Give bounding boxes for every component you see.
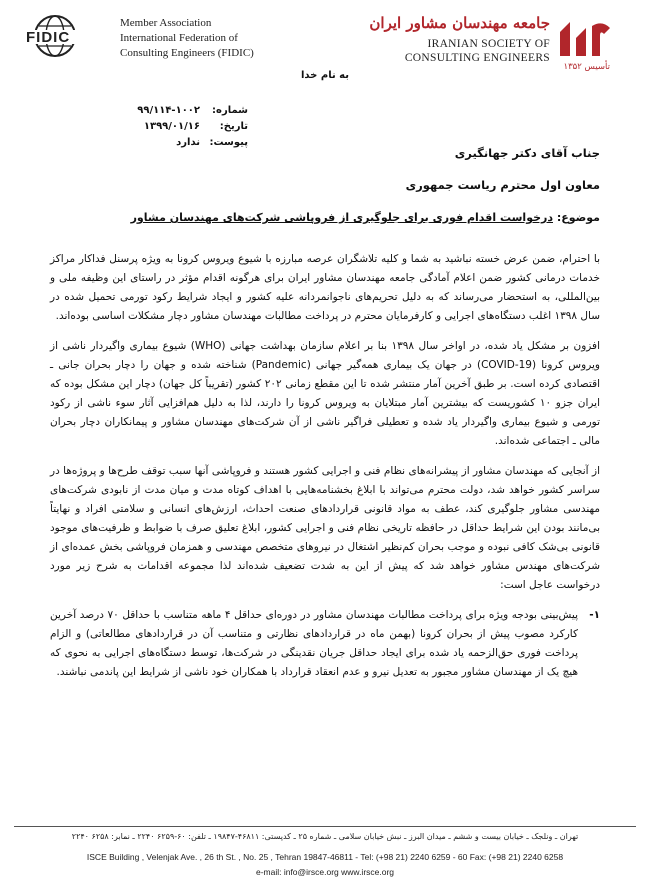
footer-contact-web: e-mail: info@irsce.org www.irsce.org: [255, 867, 395, 877]
letter-number-value: ۹۹/۱۱۴-۱۰۰۲: [137, 105, 200, 116]
letter-subject: [131, 211, 600, 224]
fidic-line-1: Member Association: [120, 17, 212, 29]
footer-address-english: ISCE Building , Velenjak Ave. , 26 th St. , No. 25 , Tehran 19847-46811 - Tel: (+98 21) 2240 6259 - 60 Fax: (+98 21) 2240 6258: [86, 852, 564, 862]
letter-number-row: [118, 103, 248, 119]
body-paragraph-2: افزون بر مشکل یاد شده، در اواخر سال ۱۳۹۸ بنا بر اعلام سازمان بهداشت جهانی (WHO) شیوع بیماری واگیردار ناشی از ویروس کرونا (COVID-19) در جهان یک بیماری همه‌گیر جهانی (Pandemic) شناخته شده و جهان را دچار بحران جانی ـ اقتصادی کرده است. بر طبق آخرین آمار منتشر شده تا این مقطع زمانی ۲۰۲ کشور (تقریباً کل جهان) دچار این مشکل بوده که ایران جزو ۱۰ کشوریست که بیشترین آمار مبتلایان به ویروس کرونا را دارند، لذا به دلیل هم‌افزایی آثار سوء ناشی از رکود تورمی و شیوع بیماری واگیردار یاد شده و تعطیلی فراگیر ناشی از آن شرکت‌های مهندسان مشاور و پیمانکاران دچار بحران مالی ـ اجتماعی شده‌اند.: [50, 340, 601, 447]
addressee-title: معاون اول محترم ریاست جمهوری: [405, 178, 600, 192]
fidic-line-2: International Federation of: [120, 32, 238, 44]
request-item-text: پیش‌بینی بودجه ویژه برای پرداخت مطالبات مهندسان مشاور در دوره‌ای حداقل ۴ ماهه متناسب با حداقل ۷۰ درصد آخرین کارکرد مصوب پیش از بحران کرونا (بهمن ماه در قراردادهای نظارتی و متناسب آن در قراردادهای مطالعاتی) و الزام پرداخت فوری حق‌الزحمه یاد شده برای ایجاد حداقل جریان نقدینگی در شرکت‌ها، توسط دستگاه‌های اجرایی به نحوی که هیچ یک از مهندسان مشاور مجبور به تعدیل نیرو و عدم انعقاد قرارداد با همکاران خود ناشی از شرایط این پاندمی نباشند.: [50, 609, 578, 678]
isce-name-persian: جامعه مهندسان مشاور ایران: [369, 14, 550, 32]
footer-address-persian: تهران ـ ونلجک ـ خیابان بیست و ششم ـ میدان البرز ـ نبش خیابان سلامی ـ شماره ۲۵ ـ کدپستی: ۴۶۸۱۱-۱۹۸۴۷ ـ تلفن: ۶۰-۶۲۵۹ ۲۲۴۰ ـ نمابر: ۶۲۵۸ ۲۲۴۰: [71, 832, 579, 841]
letter-date-row: [118, 119, 248, 135]
isce-logo-icon: [556, 16, 614, 60]
letter-body: [50, 250, 600, 682]
fidic-membership-block: [20, 14, 254, 74]
letter-date-label: تاریخ:: [219, 121, 248, 132]
body-paragraph-3: از آنجایی که مهندسان مشاور از پیشرانه‌های نظام فنی و اجرایی کشور هستند و فروپاشی آنها سبب توقف طرح‌ها و پروژه‌ها در سراسر کشور خواهد شد، دولت محترم می‌تواند با ابلاغ بخشنامه‌هایی با اهداف کوتاه مدت و میان مدت از نابودی شرکت‌های مهندسی مشاور جلوگیری کند، عطف به مواد قانونی قراردادهای صنعت احداث، ارزش‌های انسانی و سلامتی افراد و نهایتاً بی‌مانند بودن این شرایط حداقل در حافظه تاریخی نظام فنی و اجرایی کشور، ابلاغ تعلیق صرف با ضوابط و ظرفیت‌های موجود قانونی بی‌شک کافی نبوده و موجب بحران کم‌نظیر اشتغال در نیروهای متخصص مهندسی و همزمان فروپاشی بخش عمده‌ای از شرکت‌های مهندس مشاور خواهد شد که پیش از این به شدت تضعیف شده‌اند لذا مجموعه اقدامات به شرح زیر مورد درخواست عاجل است:: [50, 465, 600, 591]
body-paragraph-1: با احترام، ضمن عرض خسته نباشید به شما و کلیه تلاشگران عرصه مبارزه با شیوع ویروس کرونا به ویژه پرسنل فداکار مراکز خدمات درمانی کشور ضمن اعلام آمادگی جامعه مهندسان مشاور ایران برای هرگونه اقدام مؤثر در راستای این وظیفه ملی و بین‌المللی، به استحضار می‌رساند که به دلیل تحریم‌های ناجوانمردانه علیه کشور و ایجاد شرایط رکود تورمی تحمیل شده در سال ۱۳۹۸ اغلب دستگاه‌های اجرایی و کارفرمایان محترم در پرداخت مطالبات مهندسان مشاور دچار مشکلات اساسی بوده‌اند.: [50, 253, 600, 322]
addressee-name: جناب آقای دکتر جهانگیری: [454, 146, 600, 160]
bismillah-heading: به نام خدا: [300, 70, 350, 81]
request-item-number: ۱-: [589, 609, 600, 621]
subject-value: درخواست اقدام فوری برای جلوگیری از فروپاشی شرکت‌های مهندسان مشاور: [130, 211, 553, 224]
subject-label: موضوع:: [556, 211, 600, 224]
isce-name-english-line-2: CONSULTING ENGINEERS: [404, 52, 550, 64]
isce-letterhead-block: [369, 10, 632, 76]
footer-divider: [14, 826, 636, 827]
letter-attachment-row: [118, 135, 248, 151]
isce-name-english-line-1: IRANIAN SOCIETY OF: [427, 38, 550, 50]
letter-attachment-label: پیوست:: [209, 137, 248, 148]
fidic-logo-text: FIDIC: [26, 29, 71, 46]
letter-number-label: شماره:: [212, 105, 248, 116]
request-item-1: [50, 606, 600, 682]
letter-meta: [118, 103, 248, 151]
letter-attachment-value: ندارد: [176, 137, 200, 148]
isce-founded-year: تأسیس ۱۳۵۲: [563, 62, 610, 72]
fidic-description: [120, 16, 254, 61]
fidic-line-3: Consulting Engineers (FIDIC): [120, 47, 254, 59]
letter-date-value: ۱۳۹۹/۰۱/۱۶: [143, 121, 200, 132]
